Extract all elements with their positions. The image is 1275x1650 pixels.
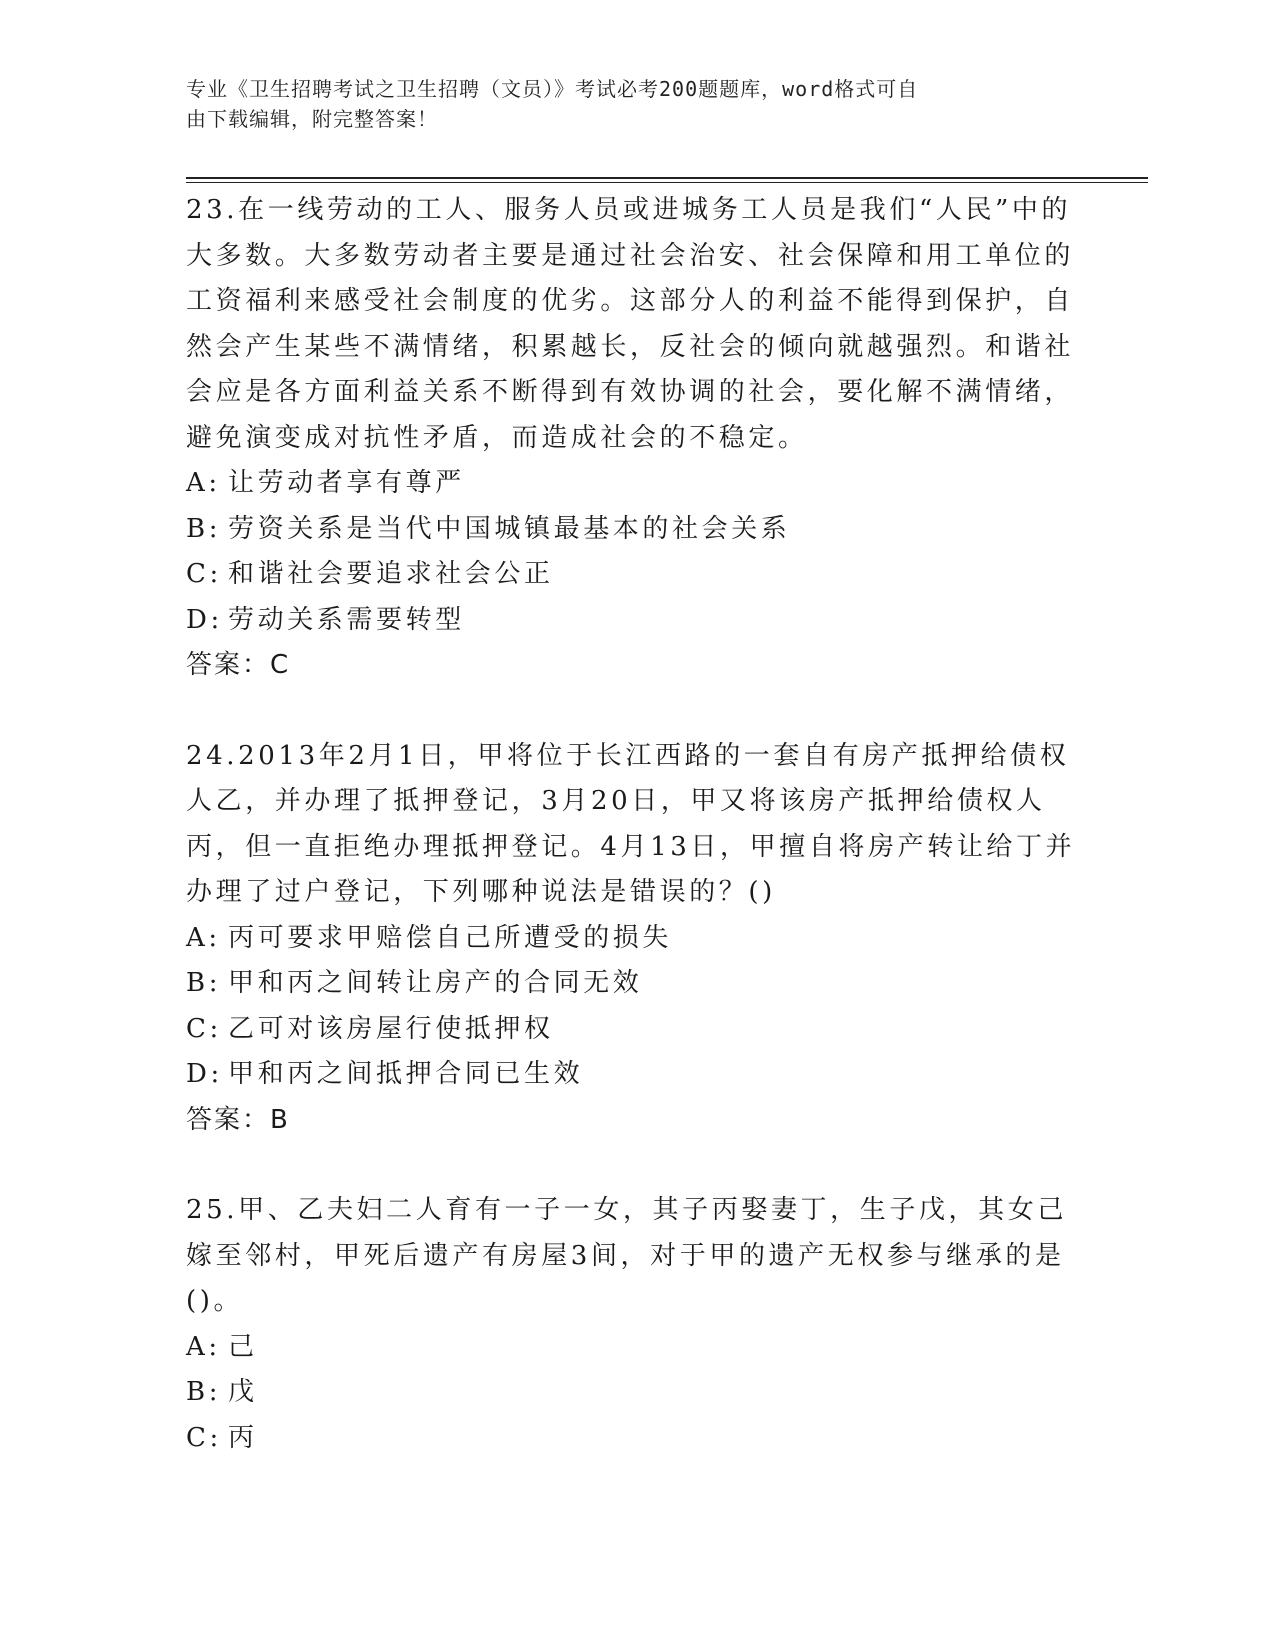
option-d [186,598,1086,644]
option-a [186,916,1086,962]
option-b [186,961,1086,1007]
document-header [186,74,1066,134]
option-b [186,507,1086,553]
option-text: 己 [228,1331,258,1362]
option-label: A: [186,1331,221,1362]
header-divider-thin [186,182,1148,183]
option-text: 和谐社会要追求社会公正 [228,559,554,589]
question-stem: 23.在一线劳动的工人、服务人员或进城务工人员是我们“人民”中的大多数。大多数劳动者主要是通过社会治安、社会保障和用工单位的工资福利来感受社会制度的优劣。这部分人的利益不能得到保护，自然会产生某些不满情绪，积累越长，反社会的倾向就越强烈。和谐社会应是各方面利益关系不断得到有效协调的社会，要化解不满情绪，避免演变成对抗性矛盾，而造成社会的不稳定。 [186,195,1075,453]
answer-line: 答案：B [186,1104,290,1135]
option-c [186,1007,1086,1053]
option-c [186,552,1086,598]
option-text: 乙可对该房屋行使抵押权 [228,1013,554,1044]
option-label: C: [186,1013,222,1044]
question-stem: 24.2013年2月1日，甲将位于长江西路的一套自有房产抵押给债权人乙，并办理了抵押登记，3月20日，甲又将该房产抵押给债权人丙，但一直拒绝办理抵押登记。4月13日，甲擅自将房产转让给丁并办理了过户登记，下列哪种说法是错误的？() [186,740,1076,907]
option-label: A: [186,922,221,953]
option-b [186,1370,1086,1416]
header-line-1: 专业《卫生招聘考试之卫生招聘（文员）》考试必考200题题库，word格式可自 [186,77,919,101]
option-label: C: [186,559,222,589]
header-divider-thick [186,177,1148,179]
question-spacer [186,689,1086,734]
answer-line: 答案：C [186,650,291,680]
option-text: 劳动关系需要转型 [228,604,465,635]
option-text: 甲和丙之间抵押合同已生效 [228,1059,584,1089]
question-spacer [186,1143,1086,1188]
option-label: A: [186,468,221,498]
option-text: 劳资关系是当代中国城镇最基本的社会关系 [228,513,791,544]
option-d [186,1052,1086,1098]
question-25 [186,1188,1086,1461]
option-text: 戊 [228,1377,258,1407]
header-line-2: 由下载编辑，附完整答案！ [186,107,438,131]
option-label: B: [186,968,222,998]
option-label: B: [186,513,222,544]
question-24 [186,734,1086,1144]
option-text: 丙可要求甲赔偿自己所遭受的损失 [228,922,673,953]
option-a [186,461,1086,507]
option-label: D: [186,604,223,635]
option-text: 让劳动者享有尊严 [228,468,465,498]
question-list [186,188,1086,1461]
option-label: B: [186,1377,222,1407]
option-a [186,1325,1086,1371]
option-label: C: [186,1422,222,1453]
question-stem: 25.甲、乙夫妇二人育有一子一女，其子丙娶妻丁，生子戊，其女己嫁至邻村，甲死后遗产有房屋3间，对于甲的遗产无权参与继承的是()。 [186,1195,1067,1316]
option-text: 甲和丙之间转让房产的合同无效 [228,968,643,998]
option-c [186,1416,1086,1462]
option-label: D: [186,1059,223,1089]
question-23 [186,188,1086,689]
option-text: 丙 [228,1422,258,1453]
